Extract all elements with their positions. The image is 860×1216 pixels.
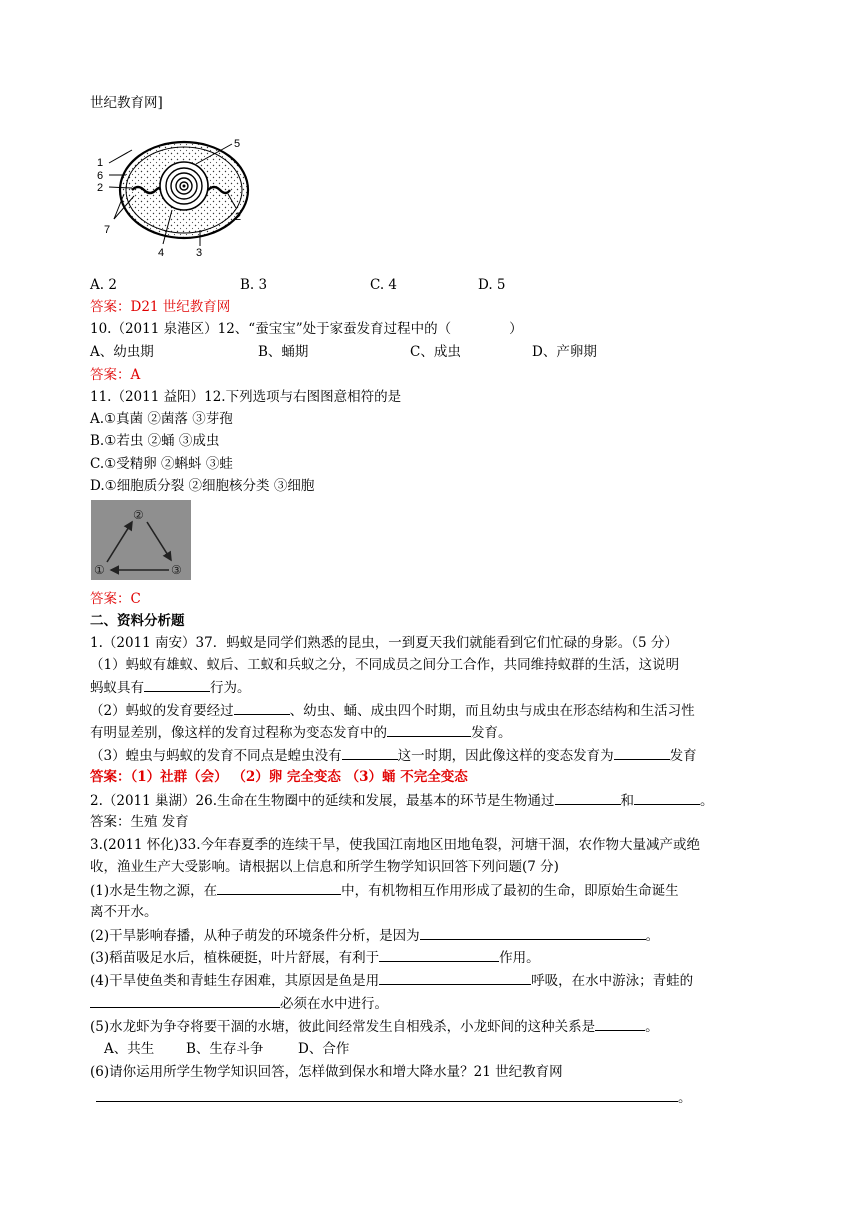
p3-stem-line1: 3.(2011 怀化)33.今年春夏季的连续干旱，使我国江南地区田地龟裂，河塘干涸，农作物大量减产或绝 <box>90 837 701 853</box>
cycle-figure <box>91 500 191 580</box>
fig2-label-3: ③ <box>171 563 182 577</box>
p1-sub2-line2: 有明显差别，像这样的发育过程称为变态发育中的 发育。 <box>90 725 512 741</box>
q11-option-d: D.①细胞质分裂 ②细胞核分类 ③细胞 <box>90 478 315 494</box>
q9-answer: 答案：D21 世纪教育网 <box>90 299 231 315</box>
p3-q4-line2: 必须在水中进行。 <box>90 994 388 1013</box>
q11-option-c: C.①受精卵 ②蝌蚪 ③蛙 <box>90 456 233 472</box>
q11-option-a: A.①真菌 ②菌落 ③芽孢 <box>90 411 233 427</box>
p3-q4-line1: (4)干旱使鱼类和青蛙生存困难，其原因是鱼是用 呼吸，在水中游泳；青蛙的 <box>90 973 694 989</box>
p3-q6: (6)请你运用所学生物学知识回答，怎样做到保水和增大降水量？21 世纪教育网 <box>90 1064 563 1080</box>
q9-option-d: D. 5 <box>478 277 506 293</box>
section-title: 二、资料分析题 <box>90 613 185 629</box>
source-line: 世纪教育网] <box>90 95 163 111</box>
p1-sub1-line2: 蚂蚁具有 行为。 <box>90 680 251 696</box>
fig1-label-7: 7 <box>104 224 111 236</box>
p3-q6-answer-line: 。 <box>96 1088 692 1107</box>
q10-stem: 10.（2011 泉港区）12、“蚕宝宝”处于家蚕发育过程中的（ ） <box>90 321 523 337</box>
p2-answer: 答案：生殖 发育 <box>90 814 189 830</box>
q9-option-c: C. 4 <box>370 277 398 293</box>
egg-structure-figure <box>92 134 254 260</box>
p3-q1-line1: (1)水是生物之源，在 中，有机物相互作用形成了最初的生命，即原始生命诞生 <box>90 883 679 899</box>
p3-q5-option-b: B、生存斗争 <box>186 1041 264 1057</box>
q10-option-d: D、产卵期 <box>532 344 597 360</box>
p3-q1-line2: 离不开水。 <box>90 904 158 920</box>
q9-option-b: B. 3 <box>240 277 268 293</box>
p3-stem-line2: 收，渔业生产大受影响。请根据以上信息和所学生物学知识回答下列问题(7 分) <box>90 859 559 875</box>
fig2-label-2: ② <box>133 508 144 522</box>
p3-q2: (2)干旱影响春播，从种子萌发的环境条件分析，是因为 。 <box>90 928 660 944</box>
fig1-label-2a: 2 <box>97 182 104 194</box>
p1-sub2-line1: （2）蚂蚁的发育要经过 、幼虫、蛹、成虫四个时期，而且幼虫与成虫在形态结构和生活习性 <box>90 703 695 719</box>
fig1-label-3: 3 <box>196 247 203 259</box>
fig1-label-2b: 2 <box>235 211 242 223</box>
p1-answer: 答案：（1）社群（会） （2）卵 完全变态 （3）蛹 不完全变态 <box>90 769 468 785</box>
q9-option-a: A. 2 <box>90 277 117 293</box>
fig2-label-1: ① <box>94 563 105 577</box>
fig1-label-6: 6 <box>97 170 104 182</box>
p2-stem: 2.（2011 巢湖）26.生命在生物圈中的延续和发展，最基本的环节是生物通过 和 。 <box>90 793 714 809</box>
p3-q5-option-a: A、共生 <box>104 1041 155 1057</box>
fig1-label-5: 5 <box>234 138 241 150</box>
q10-answer: 答案：A <box>90 367 141 383</box>
p3-q5-option-d: D、合作 <box>298 1041 350 1057</box>
q11-stem: 11.（2011 益阳）12.下列选项与右图图意相符的是 <box>90 389 402 405</box>
q10-option-c: C、成虫 <box>410 344 461 360</box>
p3-q3: (3)稻苗吸足水后，植株硬挺，叶片舒展，有利于 作用。 <box>90 950 540 966</box>
p3-q5: (5)水龙虾为争夺将要干涸的水塘，彼此间经常发生自相残杀，小龙虾间的这种关系是 。 <box>90 1019 659 1035</box>
p1-stem: 1.（2011 南安）37．蚂蚁是同学们熟悉的昆虫，一到夏天我们就能看到它们忙碌的身影。（5 分） <box>90 635 678 651</box>
p1-sub1-line1: （1）蚂蚁有雄蚁、蚁后、工蚁和兵蚁之分，不同成员之间分工合作，共同维持蚁群的生活，这说明 <box>90 657 680 673</box>
q10-option-b: B、蛹期 <box>258 344 309 360</box>
q11-option-b: B.①若虫 ②蛹 ③成虫 <box>90 433 220 449</box>
fig1-label-1: 1 <box>97 157 104 169</box>
p1-sub3: （3）蝗虫与蚂蚁的发育不同点是蝗虫没有 这一时期，因此像这样的变态发育为 发育 <box>90 748 697 764</box>
fig1-label-4: 4 <box>158 247 165 259</box>
q11-answer: 答案：C <box>90 591 141 607</box>
q10-option-a: A、幼虫期 <box>90 344 154 360</box>
